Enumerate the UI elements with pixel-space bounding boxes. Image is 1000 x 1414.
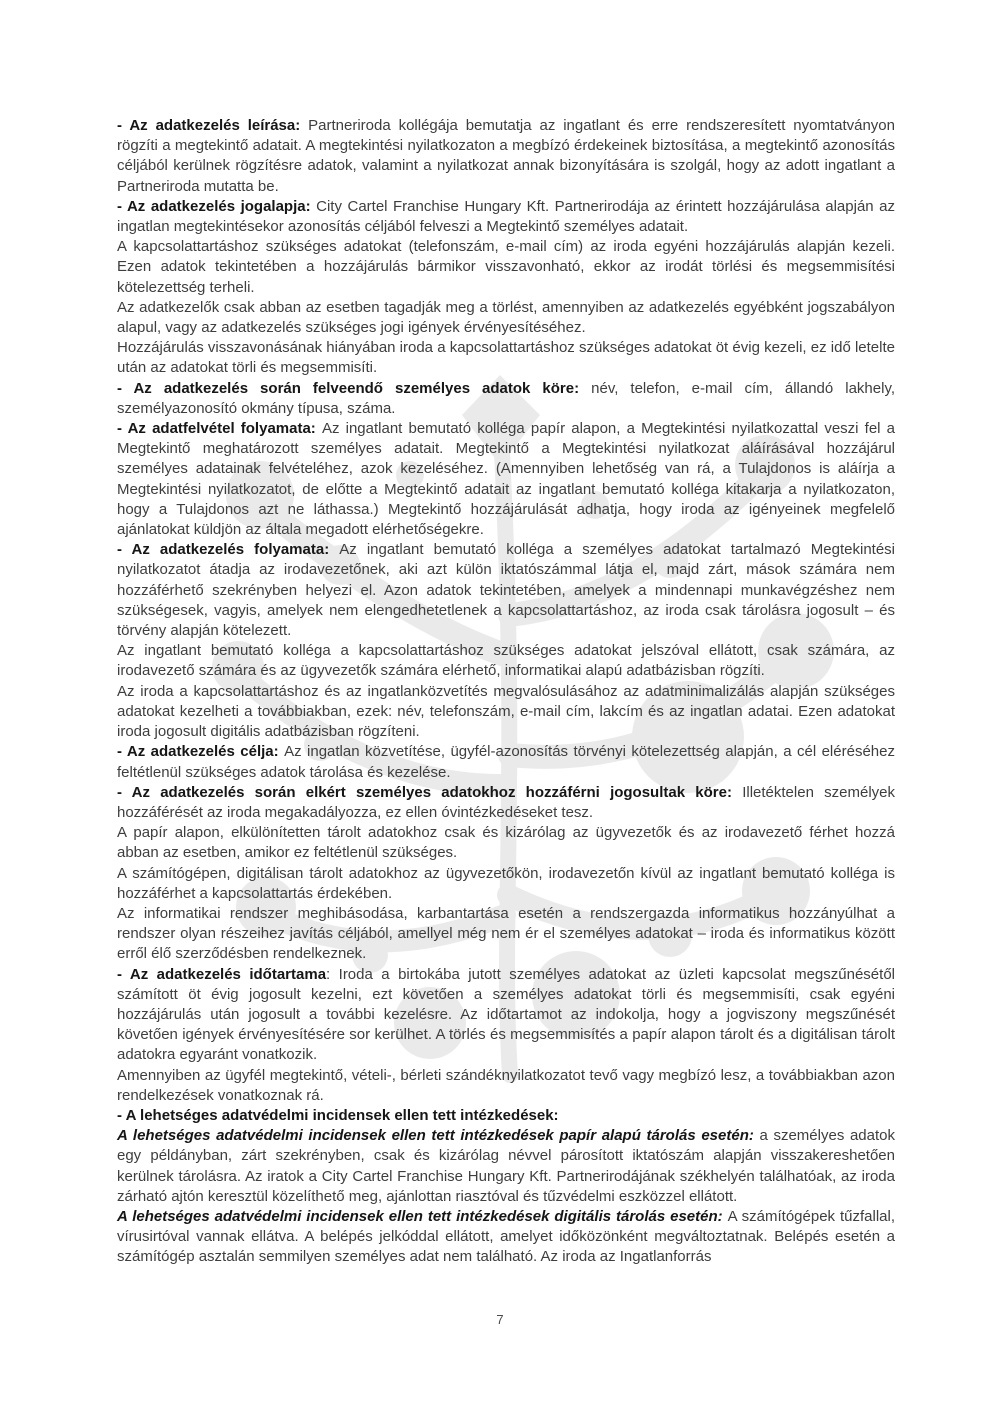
page-number: 7 [496, 1312, 504, 1327]
text-run: Amennyiben az ügyfél megtekintő, vételi-, bérleti szándéknyilatkozatot tevő vagy megbízó lesz, a továbbiakban azon rendelkezések vonatkoznak rá. [117, 1066, 895, 1104]
text-run: Az ingatlan közvetítése, ügyfél-azonosítás törvényi kötelezettség alapján, a cél eléréséhez feltétlenül szükséges adatok tárolása és kezelése. [117, 743, 895, 781]
text-run: Az iroda a kapcsolattartáshoz és az ingatlanközvetítés megvalósulásához az adatminimalizálás alapján szükséges adatokat kezelheti a továbbiakban, ezek: név, telefonszám, e-mail cím, lakcím és az ingatlan adatai. Ezen adatokat iroda jogosult digitális adatbázisban rögzíteni. [117, 682, 895, 741]
text-run: A kapcsolattartáshoz szükséges adatokat (telefonszám, e-mail cím) az iroda egyéni hozzájárulás alapján kezeli. Ezen adatok tekintetében a hozzájárulás bármikor visszavonható, ekkor az irodát törlési és megsemmisítési kötelezettség terheli. [117, 238, 895, 296]
text-run: A lehetséges adatvédelmi incidensek ellen tett intézkedések papír alapú tárolás esetén: [117, 1127, 760, 1145]
paragraph [117, 641, 895, 681]
text-run: - Az adatfelvétel folyamata: [117, 420, 322, 438]
paragraph [117, 783, 895, 823]
paragraph [117, 904, 895, 965]
text-run: - Az adatkezelés során elkért személyes adatokhoz hozzáférni jogosultak köre: [117, 783, 743, 801]
paragraph [117, 338, 895, 378]
text-run: A számítógépek tűzfallal, vírusirtóval vannak ellátva. A belépés jelkóddal ellátott, amelyet időközönként megváltoztatnak. Belépés esetén a számítógép asztalán semmilyen személyes adat nem található. Az iroda az Ingatlanforrás [117, 1207, 895, 1266]
paragraph [117, 742, 895, 782]
paragraph [117, 1126, 895, 1207]
text-run: - Az adatkezelés időtartama [117, 965, 327, 983]
paragraph [117, 197, 895, 237]
text-run: Hozzájárulás visszavonásának hiányában iroda a kapcsolattartáshoz szükséges adatokat öt évig kezeli, ez idő letelte után az adatokat törli és megsemmisíti. [117, 339, 895, 377]
text-run: Az informatikai rendszer meghibásodása, karbantartása esetén a rendszergazda informatikus hozzányúlhat a rendszer olyan részeihez javítás céljából, amellyel még nem ér el személyes adatokat – iroda és informatikus között erről élő szerződésben rendelkeznek. [117, 904, 895, 963]
text-run: Illetéktelen személyek hozzáférését az iroda megakadályozza, ez ellen óvintézkedéseket tesz. [117, 783, 895, 821]
text-run: - Az adatkezelés leírása: [117, 117, 309, 134]
paragraph [117, 419, 895, 540]
text-run: - Az adatkezelés célja: [117, 743, 285, 761]
text-run: A számítógépen, digitálisan tárolt adatokhoz az ügyvezetőkön, irodavezetőn kívül az ingatlant bemutató kolléga is hozzáférhet a kapcsolattartás érdekében. [117, 864, 895, 902]
paragraph [117, 1207, 895, 1268]
paragraph [117, 237, 895, 298]
document-body [117, 116, 895, 1268]
text-run: Partneriroda kollégája bemutatja az ingatlant és erre rendszeresített nyomtatványon rögzíti a megtekintő adatait. A megtekintési nyilatkozaton a megbízó érdekeinek biztosítása, a megtekintő azonosítás céljából kerülnek rögzítésre adatok, valamint a nyilatkozat annak bizonyítására is szolgál, hogy az adott ingatlant a Partneriroda mutatta be. [117, 117, 895, 195]
paragraph [117, 379, 895, 419]
text-run: a személyes adatok egy példányban, zárt szekrényben, csak és kizárólag névvel párosított iktatószám alapján visszakereshetően kerülnek tárolásra. Az iratok a City Cartel Franchise Hungary Kft. Partnerirodájának székhelyén találhatóak, az iroda zárható ajtón keresztül közelíthető meg, ajánlottan riasztóval és tűzvédelmi eszközzel ellátott. [117, 1127, 895, 1205]
text-run: City Cartel Franchise Hungary Kft. Partnerirodája az érintett hozzájárulása alapján az ingatlan megtekintésekor azonosítás céljából felveszi a Megtekintő személyes adatait. [117, 197, 895, 236]
paragraph [117, 682, 895, 743]
text-run: Az ingatlant bemutató kolléga a személyes adatokat tartalmazó Megtekintési nyilatkozatot átadja az irodavezetőnek, aki azt külön iktatószámmal látja el, majd zárt, mások számára nem hozzáférhető szekrényben helyezi el. Azon adatok tekintetében, amelyek a mindennapi munkavégzéshez nem szükségesek, vagyis, amelyek nem elengedhetetlenek a kapcsolattartáshoz, az iroda csak tárolásra jogosult – és törvény alapján kötelezett. [117, 541, 896, 640]
text-run: Az ingatlant bemutató kolléga a kapcsolattartáshoz szükséges adatokat jelszóval ellátott, csak számára, az irodavezető számára és az ügyvezetők számára elérhető, informatikai alapú adatbázisban rögzíti. [117, 642, 895, 680]
paragraph [117, 1106, 895, 1126]
text-run: név, telefon, e-mail cím, állandó lakhely, személyazonosító okmány típusa, száma. [117, 379, 895, 417]
text-run: - A lehetséges adatvédelmi incidensek ellen tett intézkedések: [117, 1106, 559, 1124]
text-run: - Az adatkezelés folyamata: [117, 541, 340, 559]
paragraph [117, 116, 895, 197]
paragraph [117, 540, 895, 641]
paragraph [117, 298, 895, 338]
text-run: A papír alapon, elkülönítetten tárolt adatokhoz csak és kizárólag az ügyvezetők és az irodavezető férhet hozzá abban az esetben, amikor ez feltétlenül szükséges. [117, 824, 895, 862]
paragraph [117, 864, 895, 904]
paragraph [117, 965, 895, 1066]
text-run: - Az adatkezelés során felveendő személyes adatok köre: [117, 379, 592, 397]
text-run: A lehetséges adatvédelmi incidensek ellen tett intézkedések digitális tárolás esetén: [117, 1207, 728, 1225]
paragraph [117, 823, 895, 863]
paragraph [117, 1066, 895, 1106]
text-run: - Az adatkezelés jogalapja: [117, 197, 317, 215]
text-run: : Iroda a birtokába jutott személyes adatokat az üzleti kapcsolat megszűnésétől számított öt évig jogosult kezelni, ezt követően a személyes adatokat törli és megsemmisíti, csak egyéni hozzájárulás után jogosult a további kezelésre. Az időtartamot az indokolja, hogy a jogviszony megszűnését követően igények érvényesítésére sor kerülhet. A törlés és megsemmisítés a papír alapon tárolt és a digitálisan tárolt adatokra egyaránt vonatkozik. [117, 965, 895, 1064]
text-run: Az ingatlant bemutató kolléga papír alapon, a Megtekintési nyilatkozattal veszi fel a Megtekintő meghatározott személyes adatait. Megtekintő a Megtekintési nyilatkozat aláírásával hozzájárul személyes adatainak felvételéhez, azok kezeléséhez. (Amennyiben lehetőség van rá, a Tulajdonos is aláírja a Megtekintési nyilatkozatot, de előtte a Megtekintő adatait az ingatlant bemutató kolléga kitakarja a nyilatkozaton, hogy a Tulajdonos azt ne láthassa.) Megtekintő hozzájárulását adhatja, hogy iroda az igényeinek megfelelő ajánlatokat küldjön az általa megadott elérhetőségekre. [117, 420, 896, 539]
text-run: Az adatkezelők csak abban az esetben tagadják meg a törlést, amennyiben az adatkezelés egyébként jogszabályon alapul, vagy az adatkezelés szükséges jogi igények érvényesítéséhez. [117, 298, 895, 337]
